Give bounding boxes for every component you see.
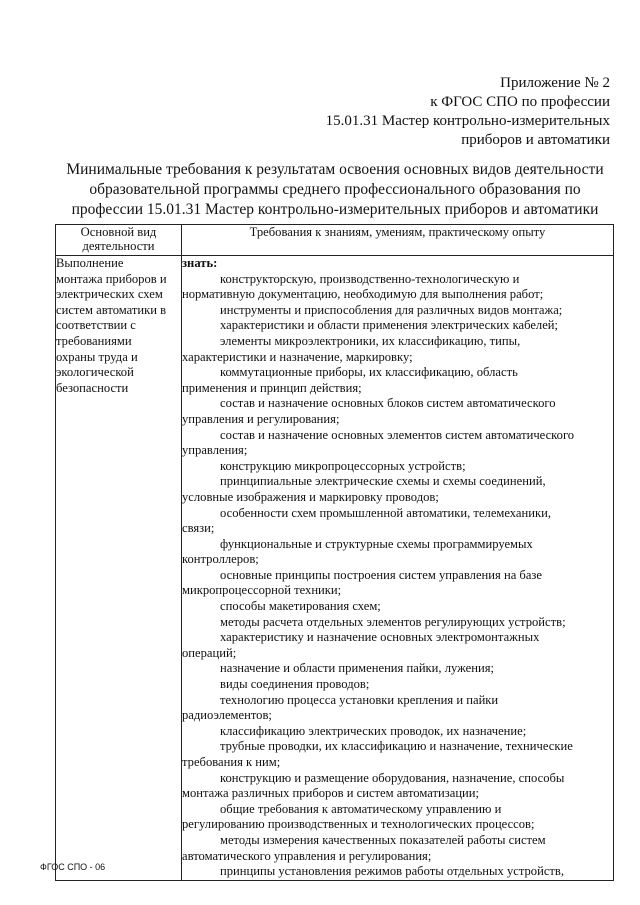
requirement-item — [182, 537, 613, 568]
requirement-line: коммутационные приборы, их классификацию, область — [220, 365, 518, 380]
requirement-line: микропроцессорной техники; — [182, 583, 342, 598]
requirement-line: конструкцию микропроцессорных устройств; — [220, 458, 466, 473]
header-activity-line: Основной вид — [80, 225, 157, 239]
requirement-item — [182, 677, 613, 693]
requirement-item — [182, 661, 613, 677]
requirement-item — [182, 724, 613, 740]
requirement-item — [182, 334, 613, 365]
requirement-line: характеристику и назначение основных электромонтажных — [220, 630, 540, 645]
requirements-cell — [182, 256, 614, 881]
activity-line: безопасности — [56, 380, 129, 395]
document-title — [55, 160, 615, 220]
requirement-item — [182, 474, 613, 505]
footer-code: ФГОС СПО - 06 — [40, 862, 106, 872]
requirement-line: операций; — [182, 645, 237, 660]
requirement-line: классификацию электрических проводок, их назначение; — [220, 723, 527, 738]
table-header-row — [56, 225, 614, 256]
requirement-line: состав и назначение основных элементов систем автоматического — [220, 427, 575, 442]
requirement-item — [182, 506, 613, 537]
requirement-line: конструкторскую, производственно-технологическую и — [220, 271, 520, 286]
requirement-item — [182, 630, 613, 661]
requirement-line: связи; — [182, 521, 215, 536]
appendix-line: 15.01.31 Мастер контрольно-измерительных — [325, 113, 610, 129]
requirement-line: управления; — [182, 443, 248, 458]
activity-line: систем автоматики в — [56, 302, 167, 317]
requirement-item — [182, 396, 613, 427]
requirement-line: характеристики и области применения электрических кабелей; — [220, 318, 559, 333]
header-activity-line: деятельности — [82, 239, 155, 253]
requirement-item — [182, 568, 613, 599]
requirement-item — [182, 272, 613, 303]
requirement-item — [182, 459, 613, 475]
requirement-line: особенности схем промышленной автоматики, телемеханики, — [220, 505, 552, 520]
requirement-line: автоматического управления и регулирования; — [182, 848, 432, 863]
requirement-line: технологию процесса установки крепления и пайки — [220, 692, 499, 707]
requirement-item — [182, 739, 613, 770]
activity-line: охраны труда и — [56, 349, 138, 364]
activity-line: электрических схем — [56, 287, 163, 302]
activity-line: монтажа приборов и — [56, 271, 167, 286]
requirement-line: виды соединения проводов; — [220, 677, 370, 692]
know-label: знать: — [182, 256, 218, 270]
requirement-line: состав и назначение основных блоков систем автоматического — [220, 396, 556, 411]
requirement-line: принципиальные электрические схемы и схемы соединений, — [220, 474, 546, 489]
requirements-table — [55, 224, 614, 881]
title-line: профессии 15.01.31 Мастер контрольно-измерительных приборов и автоматики — [71, 201, 599, 218]
requirement-line: методы измерения качественных показателей работы систем — [220, 832, 546, 847]
requirement-line: требования к ним; — [182, 755, 281, 769]
requirement-item — [182, 599, 613, 615]
activity-cell — [56, 256, 182, 881]
requirement-item — [182, 318, 613, 334]
requirement-line: монтажа различных приборов и систем автоматизации; — [182, 786, 480, 801]
requirement-line: принципы установления режимов работы отдельных устройств, — [220, 864, 565, 879]
requirement-item — [182, 615, 613, 631]
table-row — [56, 256, 614, 881]
activity-line: соответствии с — [56, 318, 136, 333]
requirement-line: контроллеров; — [182, 552, 259, 567]
requirement-line: конструкцию и размещение оборудования, назначение, способы — [220, 770, 565, 785]
requirement-item — [182, 833, 613, 864]
activity-line: Выполнение — [56, 256, 124, 270]
requirement-line: функциональные и структурные схемы программируемых — [220, 536, 533, 551]
requirement-item — [182, 864, 613, 880]
requirements-list — [182, 272, 613, 880]
requirement-line: характеристики и назначение, маркировку; — [182, 349, 413, 364]
requirement-line: инструменты и приспособления для различных видов монтажа; — [220, 302, 563, 317]
requirement-line: методы расчета отдельных элементов регулирующих устройств; — [220, 614, 566, 629]
header-activity — [56, 225, 182, 256]
activity-line: требованиями — [56, 333, 132, 348]
requirement-line: радиоэлементов; — [182, 708, 272, 723]
requirement-item — [182, 303, 613, 319]
title-line: Минимальные требования к результатам освоения основных видов деятельности — [66, 161, 604, 178]
requirement-line: применения и принцип действия; — [182, 380, 362, 395]
requirement-line: управления и регулирования; — [182, 411, 340, 426]
appendix-header — [280, 74, 610, 150]
appendix-line: Приложение № 2 — [500, 75, 610, 91]
requirement-item — [182, 428, 613, 459]
requirement-line: регулированию производственных и технологических процессов; — [182, 817, 535, 832]
requirement-line: общие требования к автоматическому управлению и — [220, 801, 502, 816]
requirement-line: условные изображения и маркировку проводов; — [182, 489, 439, 504]
requirement-line: нормативную документацию, необходимую для выполнения работ; — [182, 287, 544, 302]
header-requirements: Требования к знаниям, умениям, практическому опыту — [182, 225, 614, 256]
appendix-line: к ФГОС СПО по профессии — [430, 94, 610, 110]
requirement-line: трубные проводки, их классификацию и назначение, технические — [220, 739, 573, 754]
activity-line: экологической — [56, 365, 134, 380]
requirement-item — [182, 802, 613, 833]
requirement-item — [182, 365, 613, 396]
requirement-line: назначение и области применения пайки, лужения; — [220, 661, 495, 676]
requirement-item — [182, 693, 613, 724]
requirement-item — [182, 771, 613, 802]
requirement-line: основные принципы построения систем управления на базе — [220, 567, 542, 582]
requirement-line: способы макетирования схем; — [220, 599, 381, 614]
requirement-line: элементы микроэлектроники, их классификацию, типы, — [220, 333, 521, 348]
title-line: образовательной программы среднего профессионального образования по — [89, 181, 581, 198]
appendix-line: приборов и автоматики — [461, 132, 610, 148]
